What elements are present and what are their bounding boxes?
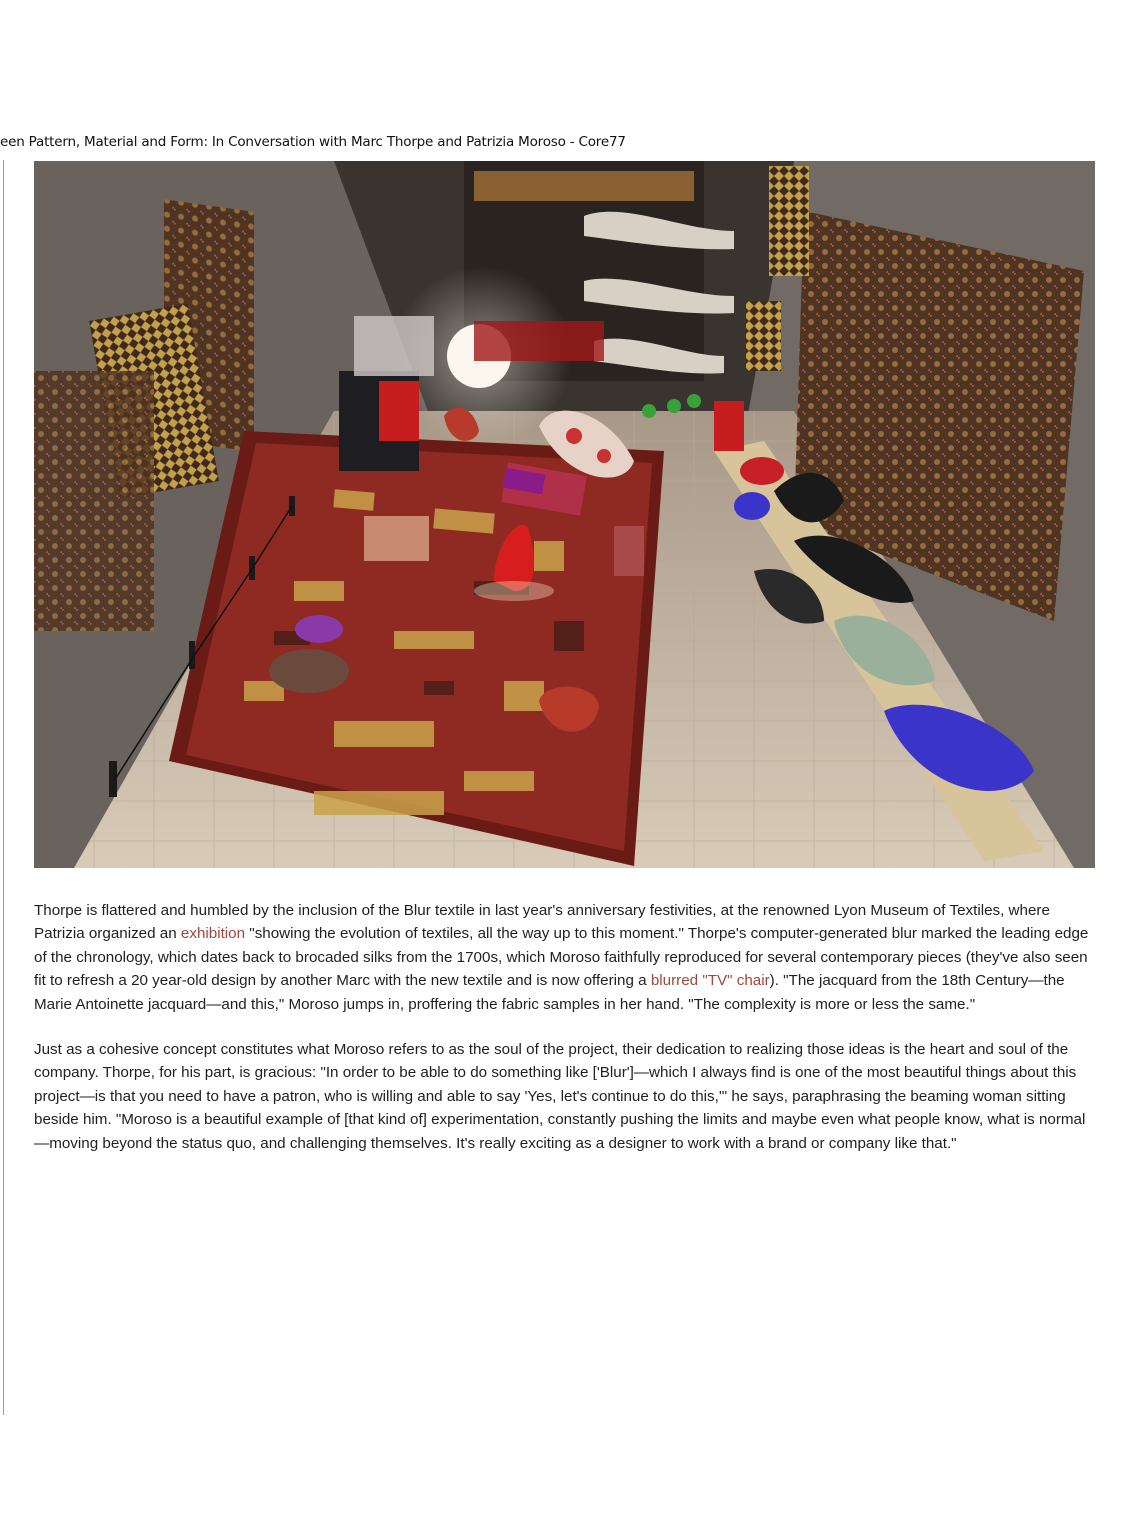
p1-text-1: Thorpe is flattered and humbled by the inclusion of the Blur textile in last year's anniversary festivities, at the renowned Lyon Museum of Textiles, where Patrizia organized an bbox=[34, 902, 1050, 943]
paragraph-2: Just as a cohesive concept constitutes what Moroso refers to as the soul of the project, their dedication to realizing those ideas is the heart and soul of the company. Thorpe, for his part, is gracious: "In order to be able to do something like ['Blur']—which I always find is one of the most beautiful things about this project—is that you need to have a patron, who is willing and able to say 'Yes, let's continue to do this,'" he says, paraphrasing the beaming woman sitting beside him. "Moroso is a beautiful example of [that kind of] experimentation, constantly pushing the limits and maybe even what people know, what is normal—moving beyond the status quo, and challenging themselves. It's really exciting as a designer to work with a brand or company like that." bbox=[34, 1041, 1086, 1152]
p1-text-3: ). "The jacquard from the 18th Century—the Marie Antoinette jacquard—and this," Moroso jumps in, proffering the fabric samples in her hand. "The complexity is more or less the same." bbox=[34, 972, 1065, 1013]
page-title: een Pattern, Material and Form: In Conversation with Marc Thorpe and Patrizia Moroso - Core77 bbox=[0, 134, 626, 150]
p1-text-2: "showing the evolution of textiles, all the way up to this moment." Thorpe's computer-generated blur marked the leading edge of the chronology, which dates back to brocaded silks from the 1700s, which Moroso faithfully reproduced for several contemporary pieces (they've also seen fit to refresh a 20 year-old design by another Marc with the new textile and is now offering a bbox=[34, 925, 1089, 990]
tapestry-right-small bbox=[769, 166, 809, 276]
article-body bbox=[34, 899, 1096, 1177]
tapestry-left-lower bbox=[34, 371, 154, 631]
pattern-ottoman bbox=[364, 516, 429, 561]
paragraph-1 bbox=[34, 899, 1096, 1016]
exhibition-photo bbox=[34, 161, 1095, 868]
exhibition-link[interactable]: exhibition bbox=[180, 925, 246, 943]
blurred-tv-chair-link[interactable]: blurred "TV" chair bbox=[650, 972, 770, 990]
left-margin-rule bbox=[3, 160, 4, 1415]
pebble-seat bbox=[269, 649, 349, 693]
back-red-seats bbox=[474, 321, 604, 361]
